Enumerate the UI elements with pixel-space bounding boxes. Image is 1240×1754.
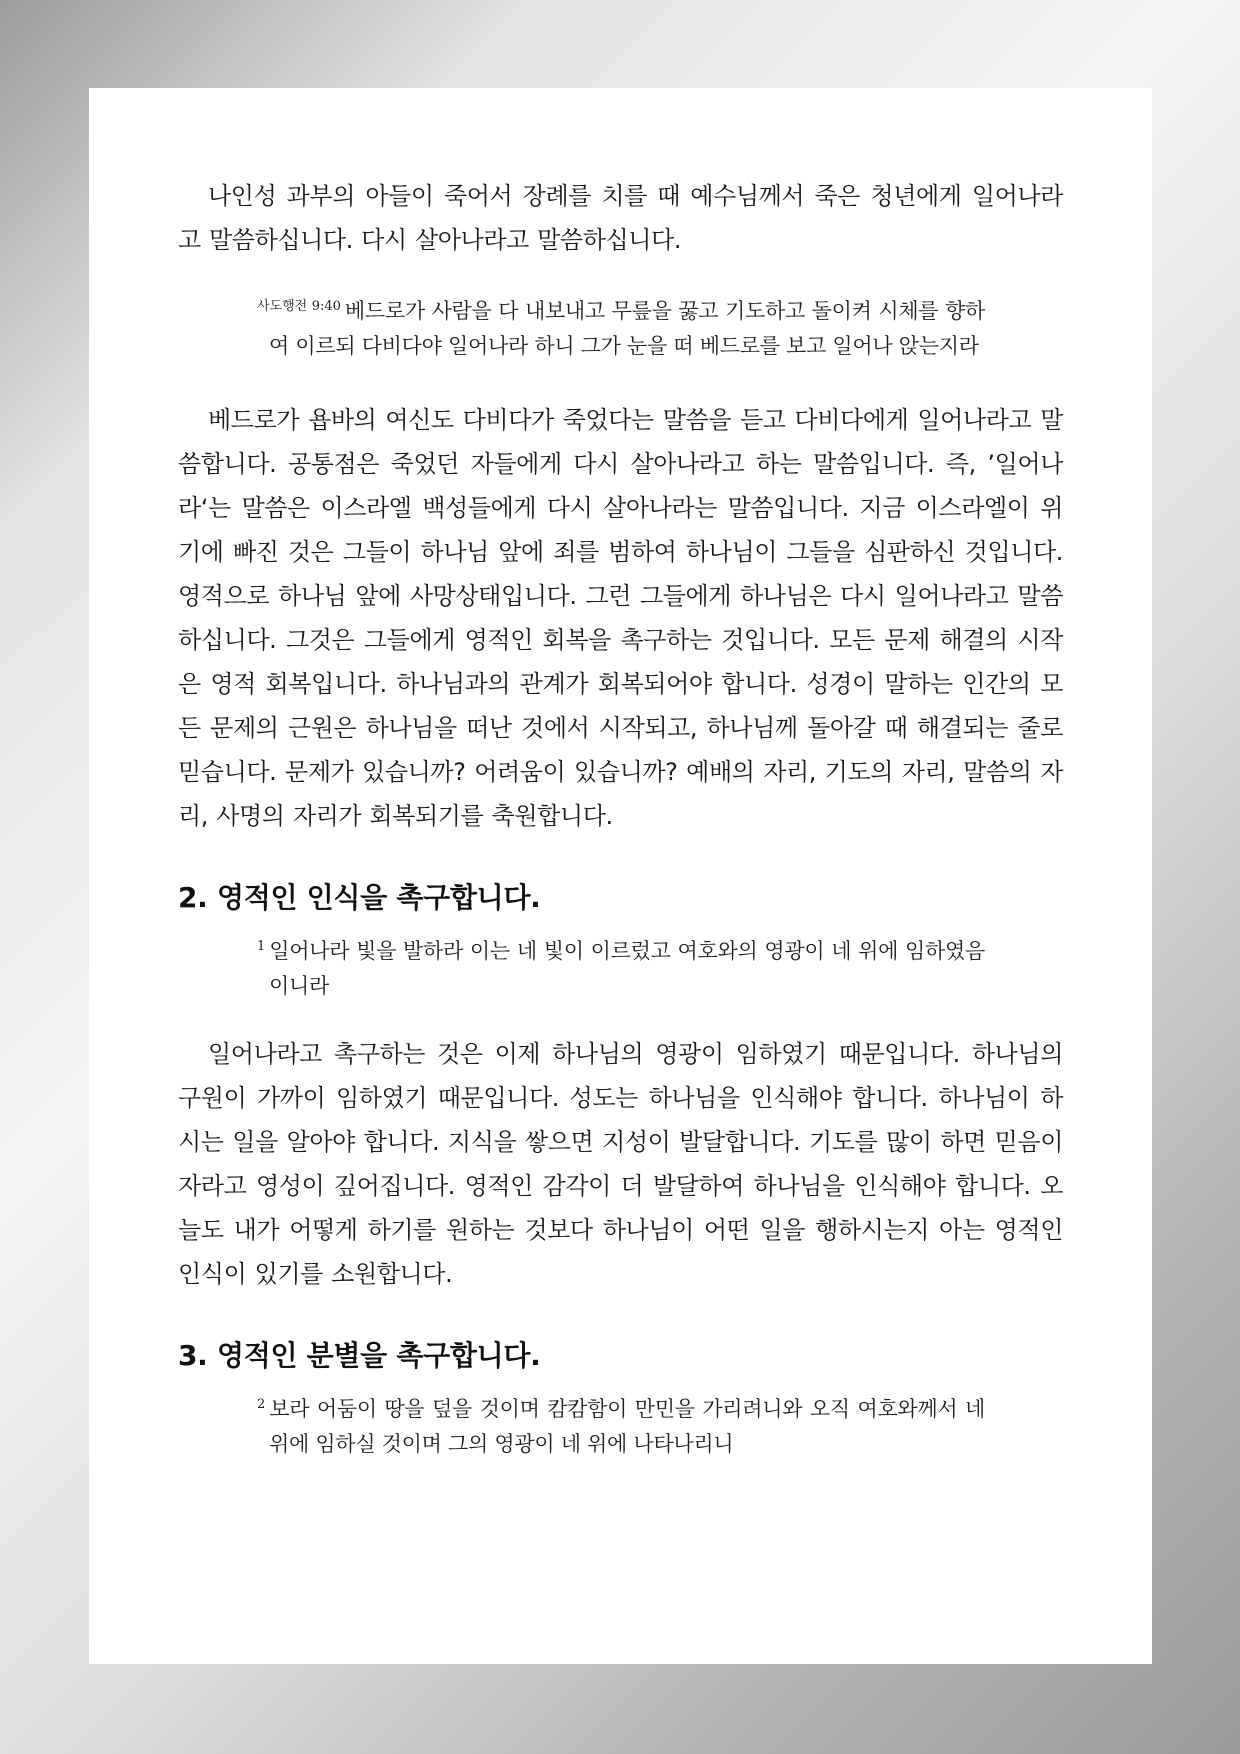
spacer <box>178 1296 1063 1336</box>
spacer <box>178 918 1063 934</box>
spacer <box>178 262 1063 294</box>
paragraph-widow-son: 나인성 과부의 아들이 죽어서 장례를 치를 때 예수님께서 죽은 청년에게 일어나라고 말씀하십니다. 다시 살아나라고 말씀하십니다. <box>178 182 1063 254</box>
scripture-text: 보라 어둠이 땅을 덮을 것이며 캄캄함이 만민을 가리려니와 오직 여호와께서 네 위에 임하실 것이며 그의 영광이 네 위에 나타나리니 <box>269 1397 985 1456</box>
scripture-quote-verse-1 <box>257 934 985 1004</box>
spacer <box>178 1004 1063 1032</box>
section-heading-2: 2. 영적인 인식을 촉구합니다. <box>178 881 541 914</box>
scripture-text: 베드로가 사람을 다 내보내고 무릎을 꿇고 기도하고 돌이켜 시체를 향하여 이르되 다비다야 일어나라 하니 그가 눈을 떠 베드로를 보고 일어나 앉는지라 <box>269 299 985 358</box>
paragraph-spiritual-awareness: 일어나라고 촉구하는 것은 이제 하나님의 영광이 임하였기 때문입니다. 하나님의 구원이 가까이 임하였기 때문입니다. 성도는 하나님을 인식해야 합니다. 하나님이 하시는 일을 알아야 합니다. 지식을 쌓으면 지성이 발달합니다. 기도를 많이 하면 믿음이 자라고 영성이 깊어집니다. 영적인 감각이 더 발달하여 하나님을 인식해야 합니다. 오늘도 내가 어떻게 하기를 원하는 것보다 하나님이 어떤 일을 행하시는지 아는 영적인 인식이 있기를 소원합니다. <box>178 1040 1063 1288</box>
paragraph-spiritual-recovery: 베드로가 욥바의 여신도 다비다가 죽었다는 말씀을 듣고 다비다에게 일어나라고 말씀합니다. 공통점은 죽었던 자들에게 다시 살아나라고 하는 말씀입니다. 즉, ’일어나라‘는 말씀은 이스라엘 백성들에게 다시 살아나라는 말씀입니다. 지금 이스라엘이 위기에 빠진 것은 그들이 하나님 앞에 죄를 범하여 하나님이 그들을 심판하신 것입니다. 영적으로 하나님 앞에 사망상태입니다. 그런 그들에게 하나님은 다시 일어나라고 말씀하십니다. 그것은 그들에게 영적인 회복을 촉구하는 것입니다. 모든 문제 해결의 시작은 영적 회복입니다. 하나님과의 관계가 회복되어야 합니다. 성경이 말하는 인간의 모든 문제의 근원은 하나님을 떠난 것에서 시작되고, 하나님께 돌아갈 때 해결되는 줄로 믿습니다. 문제가 있습니까? 어려움이 있습니까? 예배의 자리, 기도의 자리, 말씀의 자리, 사명의 자리가 회복되기를 축원합니다. <box>178 406 1063 830</box>
spacer <box>178 364 1063 398</box>
spacer <box>178 838 1063 878</box>
scripture-quote-verse-2 <box>257 1392 985 1462</box>
verse-number: 2 <box>257 1397 266 1412</box>
scripture-reference: 사도행전 9:40 <box>257 299 341 314</box>
scripture-quote-acts <box>257 294 985 364</box>
section-heading-3: 3. 영적인 분별을 촉구합니다. <box>178 1339 541 1372</box>
spacer <box>178 1376 1063 1392</box>
scripture-text: 일어나라 빛을 발하라 이는 네 빛이 이르렀고 여호와의 영광이 네 위에 임하였음이니라 <box>269 939 985 998</box>
document-page <box>89 88 1152 1664</box>
verse-number: 1 <box>257 939 266 954</box>
